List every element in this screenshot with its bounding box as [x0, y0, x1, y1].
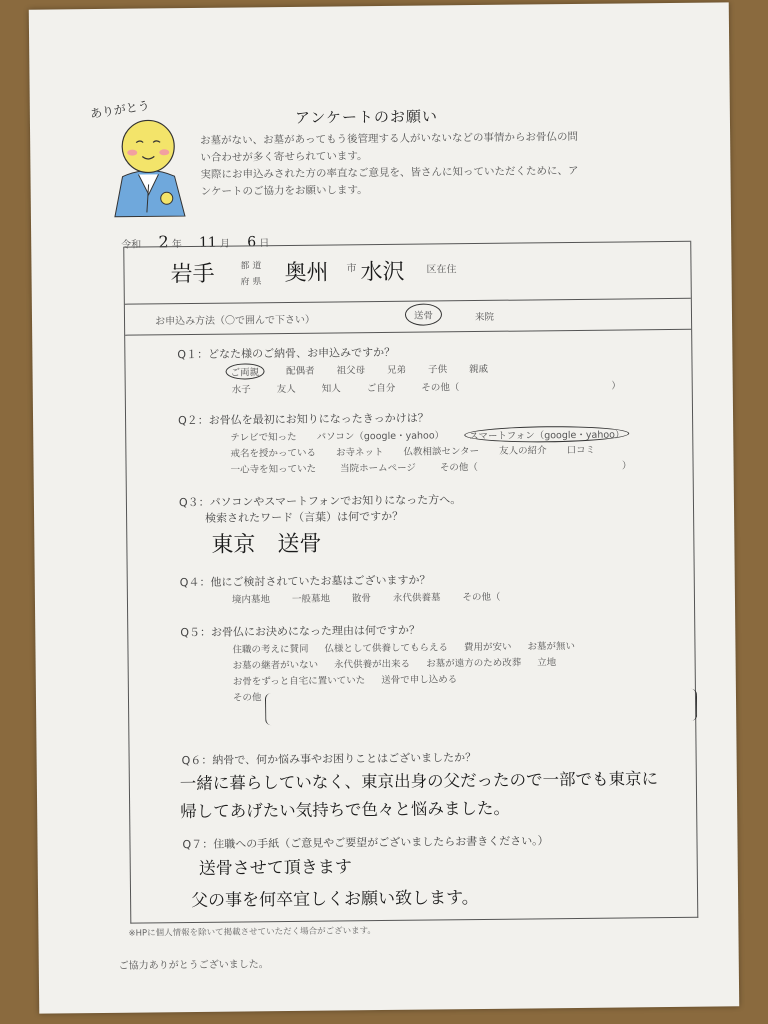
era-label: 令和	[121, 239, 142, 251]
intro-text: お墓がない、お墓があってもう後管理する人がいないなどの事情からお骨仏の問 い合わせが多く寄せられています。 実際にお申込みされた方の率直なご意見を、皆さんに知っていただくために、ア ンケートのご協力をお願いします。	[200, 130, 579, 198]
ward-label: 区在住	[426, 264, 457, 276]
q5-label: Q５：お骨仏にお決めになった理由は何ですか？	[180, 623, 421, 640]
city-value: 奥州	[284, 260, 329, 287]
q5-option[interactable]: お墓の継者がいない	[232, 659, 319, 672]
q2-option[interactable]: 仏教相談センター	[403, 446, 480, 458]
q1-option[interactable]: 知人	[321, 383, 341, 395]
q1-option[interactable]: ご自分	[366, 382, 396, 395]
q2-option[interactable]: 当院ホームページ	[340, 462, 416, 475]
survey-title: アンケートのお願い	[294, 107, 439, 127]
q7-answer-line1: 送骨させて頂きます	[198, 857, 352, 879]
q5-options-row3	[233, 669, 693, 688]
q2-option-other[interactable]: その他（	[439, 462, 478, 474]
q6-label: Q６：納骨で、何か悩み事やお困りことはございましたか？	[181, 751, 477, 768]
q1-option[interactable]: 祖父母	[336, 365, 366, 377]
thanks-caption: ありがとう	[89, 98, 151, 122]
q2-options-row3	[231, 457, 681, 476]
q5-option[interactable]: 仏様として供養してもらえる	[324, 642, 449, 655]
q4-option[interactable]: 散骨	[351, 593, 372, 605]
q6-answer-line2: 帰してあげたい気持ちで色々と悩みました。	[180, 798, 511, 822]
prefecture-value: 岩手	[170, 261, 215, 288]
q4-option[interactable]: 境内墓地	[231, 594, 271, 606]
q1-label: Q１：どなた様のご納骨、お申込みですか？	[177, 345, 396, 362]
method-row	[125, 297, 691, 336]
q1-option[interactable]: 配偶者	[286, 365, 315, 378]
q2-option[interactable]: テレビで知った	[230, 431, 297, 444]
day-label: 日	[259, 238, 270, 250]
method-option-selected[interactable]: 送骨	[405, 303, 442, 325]
q1-options-row1	[225, 359, 645, 379]
q7-answer-line2: 父の事を何卒宜しくお願い致します。	[191, 888, 479, 912]
form-box	[123, 238, 698, 924]
q1-option[interactable]: 子供	[428, 364, 448, 376]
q5-option[interactable]: 送骨で申し込める	[381, 674, 458, 687]
q5-other-label: その他	[232, 692, 262, 704]
q2-other-close: ）	[621, 460, 632, 472]
q5-option[interactable]: お墓が遠方のため改葬	[426, 657, 522, 670]
q4-option-other[interactable]: その他（	[462, 591, 501, 604]
q1-options-row2	[232, 377, 652, 395]
q3-answer: 東京 送骨	[211, 531, 322, 558]
q2-option[interactable]: 戒名を授かっている	[230, 447, 316, 460]
month-value: 11	[198, 234, 217, 251]
city-label: 市	[346, 263, 357, 275]
month-label: 月	[219, 238, 231, 250]
q1-option[interactable]: 水子	[231, 384, 251, 396]
method-label: お申込み方法（〇で囲んで下さい）	[154, 314, 316, 328]
monk-mascot-icon	[108, 114, 199, 219]
survey-sheet	[29, 2, 739, 1013]
q1-option[interactable]: 親戚	[469, 363, 489, 376]
q2-option[interactable]: 口コミ	[566, 444, 596, 457]
footnote: ※HPに個人情報を除いて掲載させていただく場合がございます。	[128, 926, 376, 939]
q2-option[interactable]: 友人の紹介	[499, 445, 547, 457]
q2-option[interactable]: 一心寺を知っていた	[230, 463, 317, 476]
year-value: 2	[158, 232, 169, 252]
q6-answer-line1: 一緒に暮らしていなく、東京出身の父だったので一部でも東京に	[179, 769, 659, 794]
q5-option[interactable]: お骨をずっと自宅に置いていた	[232, 675, 366, 688]
q4-options	[232, 587, 652, 605]
q5-option[interactable]: 永代供養が出来る	[334, 658, 411, 671]
closing-text: ご協力ありがとうございました。	[118, 959, 269, 972]
q5-other-field[interactable]	[265, 689, 697, 726]
q2-option[interactable]: お寺ネット	[335, 447, 384, 459]
ward-value: 水沢	[360, 259, 405, 286]
q4-option[interactable]: 一般墓地	[291, 593, 331, 605]
q5-option[interactable]: 住職の考えに賛同	[232, 643, 309, 656]
q1-option[interactable]: 友人	[276, 383, 296, 396]
q5-option-selected[interactable]: お墓が無い	[527, 641, 576, 653]
pref-label-top: 都 道	[240, 261, 262, 272]
q2-label: Q２：お骨仏を最初にお知りになったきっかけは？	[178, 411, 429, 428]
q4-label: Q４：他にご検討されていたお墓はございますか？	[179, 573, 431, 590]
q2-option-selected[interactable]: スマートフォン（google・yahoo）	[464, 425, 629, 443]
q7-label: Q７：住職への手紙（ご意見やご要望がございましたらお書きください。）	[182, 834, 549, 852]
q1-option[interactable]: 兄弟	[387, 364, 407, 376]
method-option-visit[interactable]: 来院	[474, 311, 495, 324]
q4-option-selected[interactable]: 永代供養墓	[392, 592, 441, 604]
year-label: 年	[171, 239, 182, 251]
q5-option[interactable]: 立地	[537, 657, 557, 669]
address-row	[124, 238, 691, 305]
q1-option[interactable]: その他（ ）	[421, 380, 621, 394]
pref-label-bottom: 府 県	[240, 277, 262, 288]
q1-option-selected[interactable]: ご両親	[225, 363, 264, 379]
q2-option[interactable]: パソコン（google・yahoo）	[316, 430, 445, 443]
q3-label2: 検索されたワード（言葉）は何ですか？	[205, 509, 404, 525]
q3-label: Q３：パソコンやスマートフォンでお知りになった方へ。	[178, 493, 462, 510]
q5-option-selected[interactable]: 費用が安い	[463, 641, 512, 654]
day-value: 6	[247, 234, 257, 251]
